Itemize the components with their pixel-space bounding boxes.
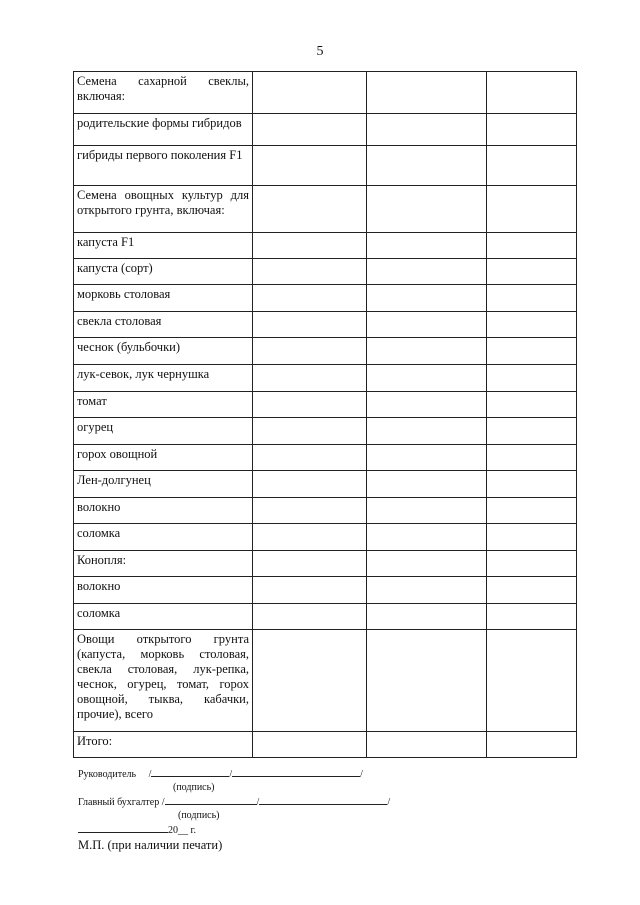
- empty-cell: [367, 392, 487, 418]
- date-line: [78, 822, 408, 837]
- empty-cell: [253, 285, 367, 312]
- row-label: томат: [74, 392, 253, 418]
- empty-cell: [367, 233, 487, 259]
- row-label: капуста F1: [74, 233, 253, 259]
- empty-cell: [487, 312, 577, 338]
- stamp-note: М.П. (при наличии печати): [78, 838, 223, 852]
- empty-cell: [253, 392, 367, 418]
- empty-cell: [367, 418, 487, 445]
- empty-cell: [367, 72, 487, 114]
- row-label: лук-севок, лук чернушка: [74, 365, 253, 392]
- row-label: чеснок (бульбочки): [74, 338, 253, 365]
- row-label: гибриды первого поколения F1: [74, 146, 253, 186]
- empty-cell: [253, 72, 367, 114]
- data-table: [73, 71, 577, 758]
- empty-cell: [367, 338, 487, 365]
- empty-cell: [253, 338, 367, 365]
- head-label: Руководитель: [78, 769, 137, 780]
- empty-cell: [253, 498, 367, 524]
- empty-cell: [487, 418, 577, 445]
- row-label: морковь столовая: [74, 285, 253, 312]
- row-label: Итого:: [74, 732, 253, 758]
- empty-cell: [367, 524, 487, 551]
- table-row: [74, 312, 577, 338]
- empty-cell: [487, 392, 577, 418]
- row-label: соломка: [74, 524, 253, 551]
- empty-cell: [253, 186, 367, 233]
- row-label: Семена овощных культур для открытого грунта, включая:: [74, 186, 253, 233]
- empty-cell: [487, 338, 577, 365]
- empty-cell: [487, 630, 577, 732]
- signature-block: [78, 766, 408, 852]
- row-label: Овощи открытого грунта (капуста, морковь столовая, свекла столовая, лук-репка, чеснок, огурец, томат, горох овощной, тыква, кабачки, прочие), всего: [74, 630, 253, 732]
- table-row: [74, 445, 577, 471]
- empty-cell: [487, 498, 577, 524]
- table-row: [74, 392, 577, 418]
- empty-cell: [253, 630, 367, 732]
- empty-cell: [487, 577, 577, 604]
- empty-cell: [367, 312, 487, 338]
- empty-cell: [367, 498, 487, 524]
- table-row: [74, 604, 577, 630]
- table-row: [74, 471, 577, 498]
- row-label: волокно: [74, 498, 253, 524]
- row-label: Семена сахарной свеклы, включая:: [74, 72, 253, 114]
- empty-cell: [253, 604, 367, 630]
- accountant-label: Главный бухгалтер: [78, 797, 160, 808]
- empty-cell: [253, 259, 367, 285]
- date-suffix: 20__ г.: [168, 825, 196, 836]
- table-row: [74, 146, 577, 186]
- table-row: [74, 114, 577, 146]
- table-row: [74, 338, 577, 365]
- empty-cell: [487, 551, 577, 577]
- row-label: огурец: [74, 418, 253, 445]
- empty-cell: [487, 259, 577, 285]
- table-row: [74, 524, 577, 551]
- empty-cell: [367, 732, 487, 758]
- empty-cell: [367, 365, 487, 392]
- empty-cell: [253, 732, 367, 758]
- head-signature-line: Руководитель / / /: [78, 766, 408, 781]
- table-row: [74, 630, 577, 732]
- row-label: свекла столовая: [74, 312, 253, 338]
- empty-cell: [487, 445, 577, 471]
- empty-cell: [253, 114, 367, 146]
- empty-cell: [253, 146, 367, 186]
- empty-cell: [253, 233, 367, 259]
- empty-cell: [367, 630, 487, 732]
- accountant-signature-line: Главный бухгалтер / / /: [78, 794, 408, 809]
- empty-cell: [253, 365, 367, 392]
- table-row: [74, 498, 577, 524]
- table-row: [74, 365, 577, 392]
- empty-cell: [487, 471, 577, 498]
- empty-cell: [487, 285, 577, 312]
- empty-cell: [253, 445, 367, 471]
- empty-cell: [487, 72, 577, 114]
- accountant-signature-caption: (подпись): [178, 810, 220, 821]
- empty-cell: [253, 418, 367, 445]
- empty-cell: [253, 312, 367, 338]
- row-label: соломка: [74, 604, 253, 630]
- empty-cell: [367, 471, 487, 498]
- head-signature-caption: (подпись): [173, 782, 215, 793]
- empty-cell: [367, 285, 487, 312]
- empty-cell: [367, 146, 487, 186]
- empty-cell: [367, 604, 487, 630]
- row-label: капуста (сорт): [74, 259, 253, 285]
- table-row: [74, 418, 577, 445]
- empty-cell: [253, 524, 367, 551]
- empty-cell: [367, 259, 487, 285]
- empty-cell: [367, 445, 487, 471]
- table-row: [74, 186, 577, 233]
- table-row: [74, 72, 577, 114]
- table-row: [74, 285, 577, 312]
- empty-cell: [487, 146, 577, 186]
- page-number: 5: [316, 44, 324, 59]
- row-label: Конопля:: [74, 551, 253, 577]
- empty-cell: [253, 471, 367, 498]
- empty-cell: [367, 577, 487, 604]
- empty-cell: [487, 732, 577, 758]
- empty-cell: [367, 186, 487, 233]
- empty-cell: [487, 233, 577, 259]
- row-label: горох овощной: [74, 445, 253, 471]
- empty-cell: [253, 551, 367, 577]
- empty-cell: [253, 577, 367, 604]
- empty-cell: [487, 365, 577, 392]
- empty-cell: [487, 186, 577, 233]
- row-label: Лен-долгунец: [74, 471, 253, 498]
- table-row: [74, 259, 577, 285]
- table-row: [74, 732, 577, 758]
- empty-cell: [487, 604, 577, 630]
- empty-cell: [487, 114, 577, 146]
- empty-cell: [367, 114, 487, 146]
- empty-cell: [487, 524, 577, 551]
- row-label: родительские формы гибридов: [74, 114, 253, 146]
- row-label: волокно: [74, 577, 253, 604]
- empty-cell: [367, 551, 487, 577]
- table-row: [74, 551, 577, 577]
- table-row: [74, 233, 577, 259]
- table-row: [74, 577, 577, 604]
